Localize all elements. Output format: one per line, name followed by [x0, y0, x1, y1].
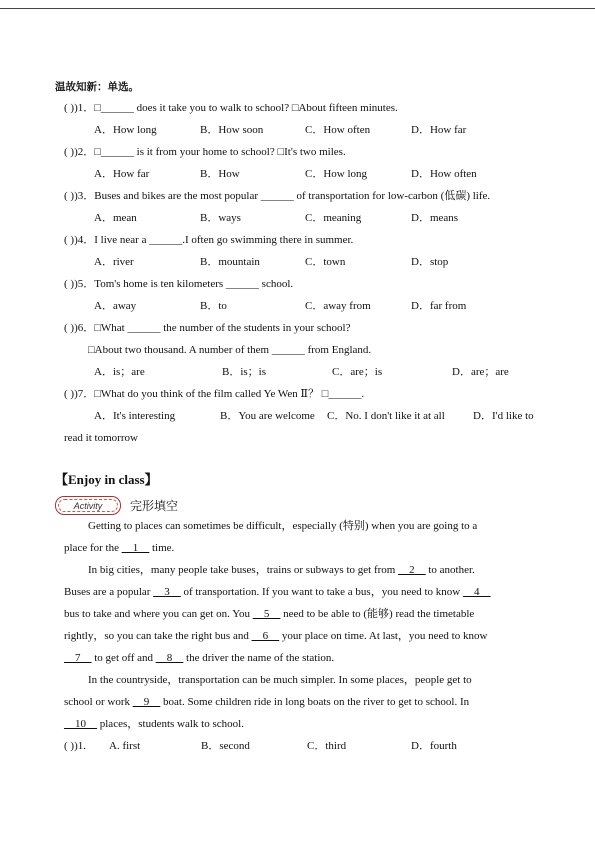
answer-paren[interactable]: ( ) [64, 322, 75, 334]
cloze-blank-2[interactable]: __2__ [398, 564, 426, 576]
option-d: D．far from [411, 300, 467, 312]
option-d: D．I'd like to [473, 410, 534, 422]
passage-line-3: In big cities，many people take buses，trains or subways to get from __2__ to another. [88, 564, 475, 576]
passage-line-10: __10__ places，students walk to school. [64, 718, 244, 730]
option-b: B．ways [200, 212, 241, 224]
cloze-blank-5[interactable]: __5__ [252, 608, 281, 620]
question-2: ( ))2．□______ is it from your home to school? □It's two miles. [64, 146, 346, 158]
question-stem: □What ______ the number of the students in your school? [94, 322, 351, 334]
cloze-blank-9[interactable]: __9__ [132, 696, 161, 708]
passage-line-4: Buses are a popular __3__ of transportation. If you want to take a bus，you need to know __4__ [64, 586, 491, 598]
option-d: D．How far [411, 124, 467, 136]
option-d: D．fourth [411, 740, 457, 752]
passage-line-2: place for the __1__ time. [64, 542, 175, 554]
option-a: A．river [94, 256, 134, 268]
answer-paren[interactable]: ( ) [64, 740, 75, 752]
option-d: D．How often [411, 168, 477, 180]
question-4: ( ))4．I live near a ______.I often go swimming there in summer. [64, 234, 354, 246]
question-5: ( ))5．Tom's home is ten kilometers ______ school. [64, 278, 294, 290]
option-d: D．means [411, 212, 459, 224]
option-c: C．meaning [305, 212, 362, 224]
cloze-blank-10[interactable]: __10__ [64, 718, 97, 730]
option-b: B．mountain [200, 256, 260, 268]
option-a: A．How far [94, 168, 150, 180]
activity-badge: Activity [55, 496, 121, 515]
top-rule [0, 8, 595, 9]
passage-line-7: __7__ to get off and __8__ the driver the name of the station. [64, 652, 335, 664]
option-a: A．How long [94, 124, 157, 136]
question-stem: □______ does it take you to walk to school? □About fifteen minutes. [94, 102, 398, 114]
question-1: ( ))1．□______ does it take you to walk to school? □About fifteen minutes. [64, 102, 398, 114]
question-7-wrap: read it tomorrow [64, 432, 138, 444]
question-6: ( ))6．□What ______ the number of the students in your school? [64, 322, 351, 334]
answer-paren[interactable]: ( ) [64, 102, 75, 114]
option-c: C．are；is [332, 366, 383, 378]
cloze-blank-7[interactable]: __7__ [64, 652, 92, 664]
passage-line-5: bus to take and where you can get on. You __5__ need to be able to (能够) read the timetable [64, 608, 475, 620]
option-a: A．It's interesting [94, 410, 176, 422]
section-heading: 温故知新：单选。 [55, 81, 139, 93]
answer-paren[interactable]: ( ) [64, 234, 75, 246]
option-d: D．are；are [452, 366, 509, 378]
question-stem: Buses and bikes are the most popular ______ of transportation for low-carbon (低碳) life. [94, 190, 491, 202]
option-c: C．town [305, 256, 346, 268]
passage-line-9: school or work __9__ boat. Some children ride in long boats on the river to get to school. In [64, 696, 470, 708]
option-b: B．second [201, 740, 250, 752]
question-stem: Tom's home is ten kilometers ______ school. [94, 278, 294, 290]
option-c: C．away from [305, 300, 371, 312]
option-b: B．is；is [222, 366, 267, 378]
question-6-line-2: □About two thousand. A number of them ______ from England. [88, 344, 372, 356]
activity-title: 完形填空 [130, 499, 179, 513]
question-7: ( ))7．□What do you think of the film called Ye Wen Ⅱ？ □______. [64, 388, 365, 400]
option-a: A．is；are [94, 366, 145, 378]
option-c: C．How long [305, 168, 368, 180]
option-b: B．How soon [200, 124, 264, 136]
question-stem: □______ is it from your home to school? □It's two miles. [94, 146, 346, 158]
cloze-blank-8[interactable]: __8__ [155, 652, 184, 664]
passage-line-1: Getting to places can sometimes be difficult，especially (特别) when you are going to a [88, 520, 478, 532]
answer-paren[interactable]: ( ) [64, 388, 75, 400]
answer-paren[interactable]: ( ) [64, 278, 75, 290]
option-c: C．How often [305, 124, 371, 136]
cloze-blank-6[interactable]: __6__ [251, 630, 280, 642]
cloze-blank-1[interactable]: __1__ [121, 542, 150, 554]
question-stem: □What do you think of the film called Ye Wen Ⅱ？ □______. [94, 388, 365, 400]
option-a: A．mean [94, 212, 137, 224]
option-b: B．You are welcome [220, 410, 315, 422]
option-c: C．No. I don't like it at all [327, 410, 445, 422]
cloze-blank-3[interactable]: __3__ [153, 586, 181, 598]
answer-paren[interactable]: ( ) [64, 190, 75, 202]
question-3: ( ))3．Buses and bikes are the most popular ______ of transportation for low-carbon (低碳) life. [64, 190, 491, 202]
cloze-blank-4[interactable]: __4__ [462, 586, 491, 598]
cloze-question-1: ( ))1. A. first B．second C．third D．fourth [64, 740, 457, 752]
option-b: B．How [200, 168, 240, 180]
section-title-enjoy: 【Enjoy in class】 [55, 472, 158, 487]
passage-line-6: rightly，so you can take the right bus and __6__ your place on time. At last，you need to know [64, 630, 488, 642]
option-d: D．stop [411, 256, 449, 268]
option-a: A. first [109, 740, 141, 752]
option-c: C．third [307, 740, 347, 752]
question-stem: I live near a ______.I often go swimming there in summer. [94, 234, 354, 246]
option-b: B．to [200, 300, 227, 312]
option-a: A．away [94, 300, 137, 312]
answer-paren[interactable]: ( ) [64, 146, 75, 158]
passage-line-8: In the countryside，transportation can be much simpler. In some places，people get to [88, 674, 472, 686]
